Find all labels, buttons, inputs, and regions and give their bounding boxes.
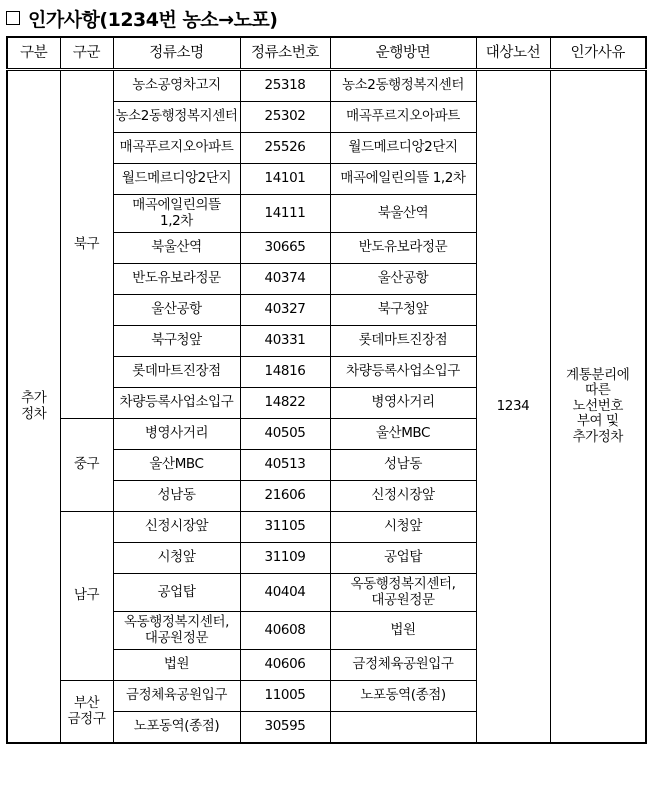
direction-cell [330, 712, 476, 744]
stop-number-cell: 40331 [240, 326, 330, 357]
page-title-text: 인가사항(1234번 농소→노포) [28, 8, 278, 31]
direction-cell: 월드메르디앙2단지 [330, 133, 476, 164]
stop-name-cell: 신정시장앞 [113, 512, 240, 543]
page-title [6, 4, 277, 32]
direction-cell: 신정시장앞 [330, 481, 476, 512]
direction-cell: 금정체육공원입구 [330, 650, 476, 681]
stop-name-cell: 매곡에일린의뜰 1,2차 [113, 195, 240, 233]
header-row [7, 37, 646, 70]
direction-cell: 법원 [330, 612, 476, 650]
direction-cell: 울산공항 [330, 264, 476, 295]
direction-cell: 롯데마트진장점 [330, 326, 476, 357]
header-district: 구군 [60, 37, 113, 70]
header-category: 구분 [7, 37, 60, 70]
direction-cell: 농소2동행정복지센터 [330, 70, 476, 102]
table-row [7, 70, 646, 102]
stop-name-cell: 차량등록사업소입구 [113, 388, 240, 419]
header-stop-name: 정류소명 [113, 37, 240, 70]
stop-number-cell: 31105 [240, 512, 330, 543]
stop-name-cell: 북구청앞 [113, 326, 240, 357]
stop-number-cell: 25526 [240, 133, 330, 164]
stop-name-cell: 법원 [113, 650, 240, 681]
stop-name-cell: 병영사거리 [113, 419, 240, 450]
stop-number-cell: 11005 [240, 681, 330, 712]
stop-number-cell: 40404 [240, 574, 330, 612]
stop-number-cell: 14101 [240, 164, 330, 195]
direction-cell: 북울산역 [330, 195, 476, 233]
direction-cell: 울산MBC [330, 419, 476, 450]
stop-name-cell: 울산공항 [113, 295, 240, 326]
direction-cell: 공업탑 [330, 543, 476, 574]
direction-cell: 병영사거리 [330, 388, 476, 419]
direction-cell: 매곡푸르지오아파트 [330, 102, 476, 133]
stop-name-cell: 옥동행정복지센터, 대공원정문 [113, 612, 240, 650]
direction-cell: 시청앞 [330, 512, 476, 543]
stop-number-cell: 25318 [240, 70, 330, 102]
district-cell: 남구 [60, 512, 113, 681]
stop-number-cell: 40505 [240, 419, 330, 450]
stop-number-cell: 31109 [240, 543, 330, 574]
district-cell: 중구 [60, 419, 113, 512]
direction-cell: 노포동역(종점) [330, 681, 476, 712]
stop-number-cell: 30665 [240, 233, 330, 264]
stop-number-cell: 40327 [240, 295, 330, 326]
stop-name-cell: 롯데마트진장점 [113, 357, 240, 388]
reason-cell: 계통분리에 따른 노선번호 부여 및 추가정차 [550, 70, 646, 744]
direction-cell: 반도유보라정문 [330, 233, 476, 264]
stop-number-cell: 14816 [240, 357, 330, 388]
permit-table [6, 36, 647, 744]
stop-name-cell: 성남동 [113, 481, 240, 512]
header-direction: 운행방면 [330, 37, 476, 70]
category-cell: 추가 정차 [7, 70, 60, 744]
stop-number-cell: 25302 [240, 102, 330, 133]
stop-number-cell: 14111 [240, 195, 330, 233]
direction-cell: 차량등록사업소입구 [330, 357, 476, 388]
stop-name-cell: 반도유보라정문 [113, 264, 240, 295]
square-bullet-icon [6, 11, 20, 25]
stop-name-cell: 노포동역(종점) [113, 712, 240, 744]
stop-name-cell: 금정체육공원입구 [113, 681, 240, 712]
direction-cell: 성남동 [330, 450, 476, 481]
direction-cell: 매곡에일린의뜰 1,2차 [330, 164, 476, 195]
stop-number-cell: 21606 [240, 481, 330, 512]
district-cell: 부산 금정구 [60, 681, 113, 744]
direction-cell: 북구청앞 [330, 295, 476, 326]
stop-number-cell: 40513 [240, 450, 330, 481]
stop-name-cell: 월드메르디앙2단지 [113, 164, 240, 195]
header-stop-number: 정류소번호 [240, 37, 330, 70]
stop-number-cell: 30595 [240, 712, 330, 744]
stop-name-cell: 북울산역 [113, 233, 240, 264]
stop-number-cell: 40606 [240, 650, 330, 681]
table-body [7, 70, 646, 744]
stop-number-cell: 40374 [240, 264, 330, 295]
district-cell: 북구 [60, 70, 113, 419]
stop-number-cell: 14822 [240, 388, 330, 419]
direction-cell: 옥동행정복지센터, 대공원정문 [330, 574, 476, 612]
stop-name-cell: 시청앞 [113, 543, 240, 574]
header-route: 대상노선 [476, 37, 550, 70]
stop-name-cell: 매곡푸르지오아파트 [113, 133, 240, 164]
header-reason: 인가사유 [550, 37, 646, 70]
stop-name-cell: 울산MBC [113, 450, 240, 481]
route-cell: 1234 [476, 70, 550, 744]
stop-name-cell: 농소공영차고지 [113, 70, 240, 102]
stop-name-cell: 농소2동행정복지센터 [113, 102, 240, 133]
stop-name-cell: 공업탑 [113, 574, 240, 612]
stop-number-cell: 40608 [240, 612, 330, 650]
